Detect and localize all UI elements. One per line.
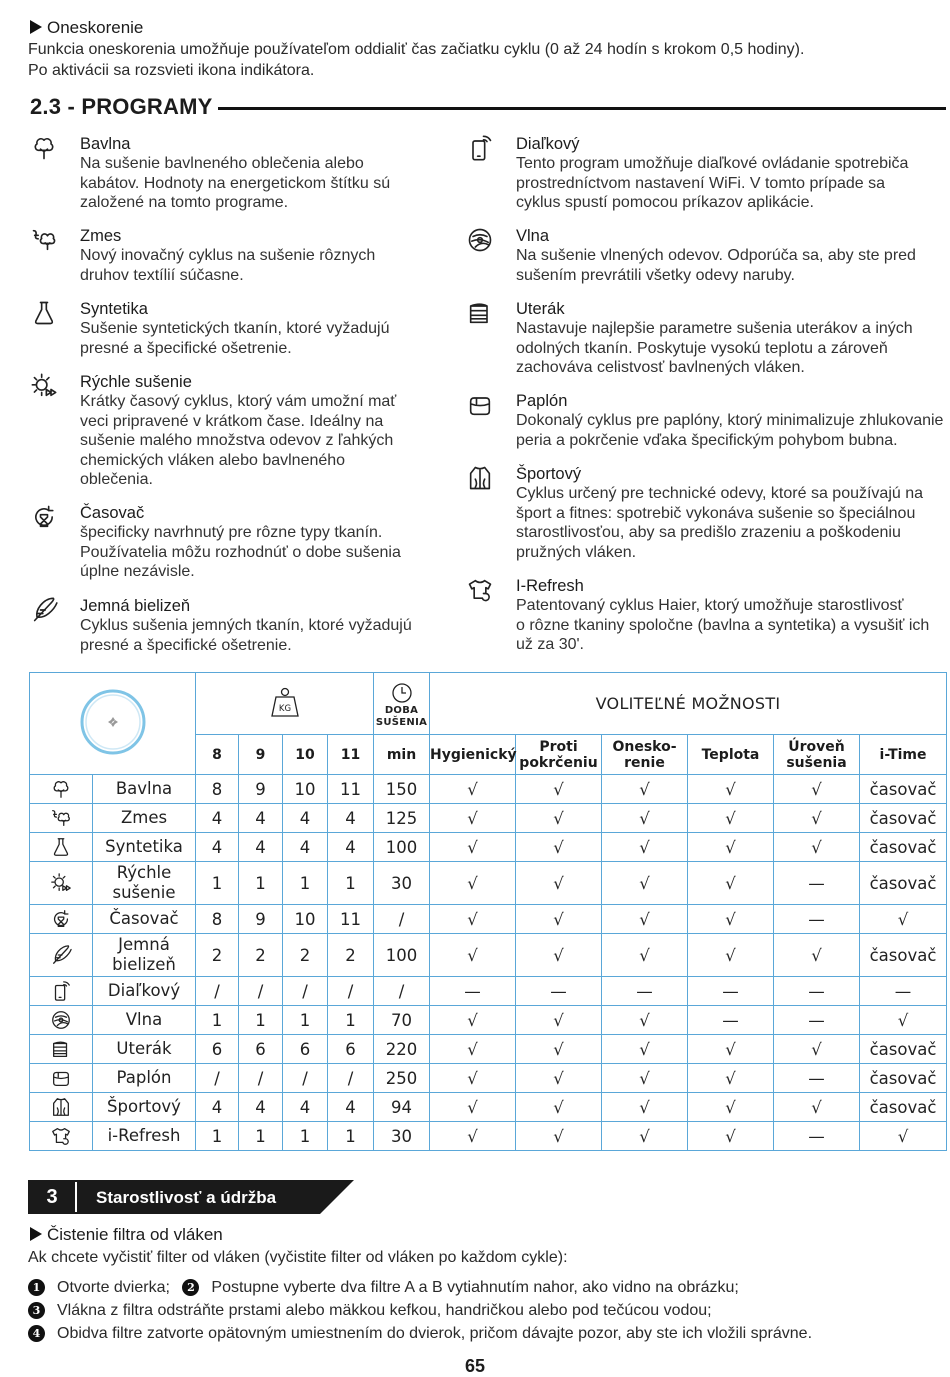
towel-icon [466, 299, 494, 327]
value-cell: 4 [196, 1093, 239, 1122]
value-cell: 2 [196, 934, 239, 977]
value-cell: 4 [283, 804, 328, 833]
page-number: 65 [464, 1356, 486, 1376]
row-icon-cell [30, 934, 93, 977]
checkmark-cell: √ [516, 1122, 602, 1151]
checkmark-cell: √ [688, 862, 774, 905]
towel-icon [30, 1038, 92, 1060]
time-header [374, 673, 430, 735]
program-name: Syntetika [80, 300, 148, 318]
checkmark-cell: √ [688, 1035, 774, 1064]
dash-cell: — [516, 977, 602, 1006]
duvet-icon [466, 391, 494, 419]
value-cell: 150 [374, 775, 430, 804]
dash-cell: — [774, 862, 860, 905]
value-cell: 9 [239, 775, 283, 804]
option-column-header: Hygienický [430, 735, 516, 775]
program-name: I-Refresh [516, 577, 584, 595]
table-row [30, 833, 947, 862]
time-label-2: SUŠENIA [375, 716, 428, 728]
program-description: Patentovaný cyklus Haier, ktorý umožňuje starostlivosť o rôzne tkaniny spoločne (bavlna a syntetika) a vysušiť ich už za 30'. [516, 597, 930, 653]
checkmark-cell: √ [430, 1122, 516, 1151]
dash-cell: — [430, 977, 516, 1006]
value-cell: 4 [239, 1093, 283, 1122]
value-cell: 1 [328, 1122, 374, 1151]
checkmark-cell: √ [688, 934, 774, 977]
care-step-4 [28, 1325, 812, 1343]
dash-cell: — [602, 977, 688, 1006]
value-cell: 2 [283, 934, 328, 977]
checkmark-cell: √ [602, 833, 688, 862]
program-description: Sušenie syntetických tkanín, ktoré vyžadujú presné a špecifické ošetrenie. [80, 320, 390, 357]
value-cell: 6 [328, 1035, 374, 1064]
checkmark-cell: √ [602, 905, 688, 934]
checkmark-cell: √ [688, 833, 774, 862]
checkmark-cell: √ [774, 1035, 860, 1064]
wool-icon [30, 1009, 92, 1031]
sport-icon [30, 1096, 92, 1118]
value-cell: / [328, 1064, 374, 1093]
step-number-3: 3 [28, 1302, 45, 1319]
delicate-icon [30, 944, 92, 966]
value-cell: 70 [374, 1006, 430, 1035]
checkmark-cell: √ [430, 1035, 516, 1064]
program-description: Na sušenie vlnených odevov. Odporúča sa, aby ste pred sušením prevrátili všetky odevy naruby. [516, 247, 916, 284]
table-row [30, 1064, 947, 1093]
dash-cell: — [774, 1064, 860, 1093]
remote-icon [466, 134, 494, 162]
option-cell: časovač [860, 1035, 947, 1064]
program-name: Diaľkový [516, 135, 580, 153]
checkmark-cell: √ [774, 934, 860, 977]
row-icon-cell [30, 862, 93, 905]
checkmark-cell: √ [688, 804, 774, 833]
quick-dry-icon [30, 872, 92, 894]
checkmark-cell: √ [774, 775, 860, 804]
program-name: Rýchle sušenie [80, 373, 192, 391]
dash-cell: — [860, 977, 947, 1006]
value-cell: 1 [196, 1006, 239, 1035]
dash-cell: — [774, 905, 860, 934]
step-3-text: Vlákna z filtra odstráňte prstami alebo mäkkou kefkou, handričkou alebo pod tečúcou vodou; [57, 1302, 712, 1319]
value-cell: / [239, 977, 283, 1006]
value-cell: 2 [239, 934, 283, 977]
value-cell: 4 [283, 1093, 328, 1122]
checkmark-cell: √ [602, 1006, 688, 1035]
checkmark-cell: √ [516, 1064, 602, 1093]
value-cell: 1 [239, 1006, 283, 1035]
checkmark-cell: √ [602, 1093, 688, 1122]
step-4-text: Obidva filtre zatvorte opätovným umiestnením do dvierok, pričom dávajte pozor, aby ste ich vložili správne. [57, 1325, 813, 1342]
checkmark-cell: √ [516, 862, 602, 905]
quick-dry-icon [30, 372, 58, 400]
value-cell: 11 [328, 775, 374, 804]
column-header: 9 [239, 735, 283, 775]
dash-cell: — [774, 977, 860, 1006]
option-column-header: Úroveň sušenia [774, 735, 860, 775]
value-cell: 11 [328, 905, 374, 934]
value-cell: 4 [328, 804, 374, 833]
checkmark-cell: √ [688, 905, 774, 934]
care-section-title: Starostlivosť a údržba [96, 1188, 277, 1207]
clock-icon [390, 681, 414, 705]
value-cell: 6 [283, 1035, 328, 1064]
value-cell: 8 [196, 775, 239, 804]
program-name-cell: Časovač [93, 905, 196, 934]
dash-cell: — [688, 977, 774, 1006]
value-cell: 10 [283, 775, 328, 804]
column-header: 8 [196, 735, 239, 775]
wool-icon [466, 226, 494, 254]
value-cell: 2 [328, 934, 374, 977]
weight-icon [270, 686, 300, 718]
program-name-cell: Diaľkový [93, 977, 196, 1006]
checkmark-cell: √ [602, 934, 688, 977]
checkmark-cell: √ [774, 833, 860, 862]
value-cell: 4 [196, 833, 239, 862]
value-cell: / [196, 1064, 239, 1093]
value-cell: 94 [374, 1093, 430, 1122]
value-cell: / [283, 1064, 328, 1093]
checkmark-cell: √ [688, 775, 774, 804]
checkmark-cell: √ [430, 775, 516, 804]
program-name-cell: Jemná bielizeň [93, 934, 196, 977]
program-name: Vlna [516, 227, 550, 245]
row-icon-cell [30, 833, 93, 862]
checkmark-cell: √ [430, 1006, 516, 1035]
table-row [30, 775, 947, 804]
value-cell: 30 [374, 1122, 430, 1151]
mixed-icon [30, 226, 58, 254]
value-cell: / [283, 977, 328, 1006]
checkmark-cell: √ [860, 1006, 947, 1035]
programs-table [29, 672, 947, 1151]
value-cell: 220 [374, 1035, 430, 1064]
value-cell: 4 [239, 833, 283, 862]
value-cell: 30 [374, 862, 430, 905]
program-description: špecificky navrhnutý pre rôzne typy tkanín. Používatelia môžu rozhodnúť o dobe sušenia úplne nezávisle. [80, 524, 401, 580]
delay-line-2: Po aktivácii sa rozsvieti ikona indikátora. [28, 62, 315, 79]
checkmark-cell: √ [430, 934, 516, 977]
checkmark-cell: √ [430, 1064, 516, 1093]
value-cell: 100 [374, 833, 430, 862]
program-name-cell: Uterák [93, 1035, 196, 1064]
checkmark-cell: √ [602, 1064, 688, 1093]
program-name: Športový [516, 465, 582, 483]
row-icon-cell [30, 905, 93, 934]
checkmark-cell: √ [602, 1035, 688, 1064]
value-cell: 8 [196, 905, 239, 934]
care-subheading [30, 1225, 223, 1245]
value-cell: 6 [239, 1035, 283, 1064]
row-icon-cell [30, 1006, 93, 1035]
row-icon-cell [30, 1122, 93, 1151]
cotton-icon [30, 134, 58, 162]
row-icon-cell [30, 775, 93, 804]
checkmark-cell: √ [688, 1093, 774, 1122]
weight-header [196, 673, 374, 735]
checkmark-cell: √ [688, 1122, 774, 1151]
table-row [30, 804, 947, 833]
value-cell: 4 [328, 1093, 374, 1122]
section-rule [218, 107, 946, 110]
value-cell: 1 [283, 1122, 328, 1151]
value-cell: 1 [283, 1006, 328, 1035]
program-name-cell: Rýchle sušenie [93, 862, 196, 905]
refresh-icon [466, 576, 494, 604]
value-cell: 4 [283, 833, 328, 862]
dash-cell: — [774, 1122, 860, 1151]
value-cell: 6 [196, 1035, 239, 1064]
program-name: Zmes [80, 227, 122, 245]
section-title: 2.3 - PROGRAMY [30, 94, 213, 119]
table-row [30, 1035, 947, 1064]
value-cell: 1 [328, 1006, 374, 1035]
synthetic-icon [30, 299, 58, 327]
option-cell: časovač [860, 1064, 947, 1093]
step-number-2: 2 [182, 1279, 199, 1296]
value-cell: / [239, 1064, 283, 1093]
value-cell: / [374, 905, 430, 934]
value-cell: 10 [283, 905, 328, 934]
value-cell: 4 [328, 833, 374, 862]
step-1-text: Otvorte dvierka; [57, 1279, 170, 1296]
checkmark-cell: √ [516, 934, 602, 977]
table-row [30, 934, 947, 977]
option-column-header: i-Time [860, 735, 947, 775]
checkmark-cell: √ [430, 804, 516, 833]
program-name: Uterák [516, 300, 565, 318]
checkmark-cell: √ [516, 1035, 602, 1064]
program-name-cell: i-Refresh [93, 1122, 196, 1151]
checkmark-cell: √ [602, 1122, 688, 1151]
option-column-header: Teplota [688, 735, 774, 775]
program-name-cell: Zmes [93, 804, 196, 833]
column-header: 10 [283, 735, 328, 775]
option-cell: časovač [860, 833, 947, 862]
table-row [30, 1122, 947, 1151]
timer-icon [30, 908, 92, 930]
option-cell: časovač [860, 862, 947, 905]
checkmark-cell: √ [516, 775, 602, 804]
value-cell: / [328, 977, 374, 1006]
value-cell: 1 [196, 1122, 239, 1151]
program-name-cell: Bavlna [93, 775, 196, 804]
selector-dial-icon [78, 687, 148, 757]
value-cell: 9 [239, 905, 283, 934]
program-name: Jemná bielizeň [80, 597, 191, 615]
value-cell: 1 [283, 862, 328, 905]
value-cell: 1 [196, 862, 239, 905]
value-cell: 1 [328, 862, 374, 905]
table-row [30, 977, 947, 1006]
program-name-cell: Paplón [93, 1064, 196, 1093]
care-step-1-2 [28, 1279, 739, 1297]
value-cell: 100 [374, 934, 430, 977]
option-column-header: Onesko- renie [602, 735, 688, 775]
row-icon-cell [30, 977, 93, 1006]
care-intro: Ak chcete vyčistiť filter od vláken (vyčistite filter od vláken po každom cykle): [28, 1249, 568, 1266]
time-label-1: DOBA [384, 704, 419, 716]
option-column-header: Proti pokrčeniu [516, 735, 602, 775]
option-cell: časovač [860, 775, 947, 804]
checkmark-cell: √ [688, 1064, 774, 1093]
checkmark-cell: √ [516, 1093, 602, 1122]
program-description: Cyklus určený pre technické odevy, ktoré sa používajú na šport a fitnes: spotrebič vykonáva sušenie so špeciálnou starostlivosťou, aby sa predišlo zrazeniu a poškodeniu pružných vláken. [516, 485, 924, 561]
program-description: Krátky časový cyklus, ktorý vám umožní mať veci pripravené v krátkom čase. Ideálny na sušenie malého množstva odevov z ľahkých chemických vláken alebo bavlneného oblečenia. [80, 393, 397, 488]
option-cell: časovač [860, 804, 947, 833]
value-cell: 1 [239, 1122, 283, 1151]
option-cell: časovač [860, 1093, 947, 1122]
row-icon-cell [30, 1035, 93, 1064]
checkmark-cell: √ [430, 905, 516, 934]
refresh-icon [30, 1125, 92, 1147]
care-section-banner [28, 1180, 354, 1214]
checkmark-cell: √ [860, 905, 947, 934]
program-description: Nový inovačný cyklus na sušenie rôznych druhov textílií súčasne. [80, 247, 376, 284]
timer-icon [30, 503, 58, 531]
program-description: Na sušenie bavlneného oblečenia alebo kabátov. Hodnoty na energetickom štítku sú založené na tomto programe. [80, 155, 391, 211]
care-section-number: 3 [46, 1186, 58, 1208]
program-description: Dokonalý cyklus pre paplóny, ktorý minimalizuje zhlukovanie peria a pokrčenie vďaka špecifickým pohybom bubna. [516, 412, 944, 449]
checkmark-cell: √ [602, 862, 688, 905]
checkmark-cell: √ [774, 804, 860, 833]
program-description: Nastavuje najlepšie parametre sušenia uterákov a iných odolných tkanín. Poskytuje vysokú teplotu a zároveň zachováva celistvosť bavlnených vláken. [516, 320, 913, 376]
program-name: Paplón [516, 392, 568, 410]
play-triangle-icon [30, 20, 42, 34]
value-cell: 250 [374, 1064, 430, 1093]
row-icon-cell [30, 1064, 93, 1093]
program-description: Cyklus sušenia jemných tkanín, ktoré vyžadujú presné a špecifické ošetrenie. [80, 617, 412, 654]
value-cell: 4 [239, 804, 283, 833]
dial-graphic-cell [30, 673, 196, 775]
step-number-1: 1 [28, 1279, 45, 1296]
program-name: Bavlna [80, 135, 131, 153]
option-cell: časovač [860, 934, 947, 977]
synthetic-icon [30, 836, 92, 858]
column-header: min [374, 735, 430, 775]
checkmark-cell: √ [516, 905, 602, 934]
dash-cell: — [688, 1006, 774, 1035]
checkmark-cell: √ [430, 1093, 516, 1122]
value-cell: 4 [196, 804, 239, 833]
play-triangle-icon [30, 1227, 42, 1241]
table-row [30, 1093, 947, 1122]
value-cell: / [374, 977, 430, 1006]
checkmark-cell: √ [516, 833, 602, 862]
sport-icon [466, 464, 494, 492]
checkmark-cell: √ [774, 1093, 860, 1122]
dash-cell: — [774, 1006, 860, 1035]
column-header: 11 [328, 735, 374, 775]
value-cell: 1 [239, 862, 283, 905]
remote-icon [30, 980, 92, 1002]
value-cell: 125 [374, 804, 430, 833]
delay-line-1: Funkcia oneskorenia umožňuje používateľom oddialiť čas začiatku cyklu (0 až 24 hodín s krokom 0,5 hodiny). [28, 41, 805, 58]
checkmark-cell: √ [430, 862, 516, 905]
duvet-icon [30, 1067, 92, 1089]
checkmark-cell: √ [602, 775, 688, 804]
row-icon-cell [30, 804, 93, 833]
weight-label: KG [278, 703, 291, 714]
row-icon-cell [30, 1093, 93, 1122]
program-description: Tento program umožňuje diaľkové ovládanie spotrebiča prostredníctvom nastavení WiFi. V tomto prípade sa cyklus spustí pomocou príkazov aplikácie. [516, 155, 909, 211]
value-cell: / [196, 977, 239, 1006]
program-name-cell: Športový [93, 1093, 196, 1122]
program-name: Časovač [80, 504, 145, 522]
table-row [30, 1006, 947, 1035]
mixed-icon [30, 807, 92, 829]
care-subtitle: Čistenie filtra od vláken [47, 1225, 223, 1244]
checkmark-cell: √ [602, 804, 688, 833]
table-row [30, 905, 947, 934]
step-2-text: Postupne vyberte dva filtre A a B vytiahnutím nahor, ako vidno na obrázku; [211, 1279, 739, 1296]
cotton-icon [30, 778, 92, 800]
checkmark-cell: √ [516, 804, 602, 833]
delay-title: Oneskorenie [47, 18, 144, 37]
checkmark-cell: √ [430, 833, 516, 862]
delicate-icon [30, 596, 58, 624]
care-step-3 [28, 1302, 712, 1320]
program-name-cell: Vlna [93, 1006, 196, 1035]
checkmark-cell: √ [516, 1006, 602, 1035]
delay-heading [30, 18, 143, 38]
options-header: VOLITEĽNÉ MOŽNOSTI [430, 673, 947, 735]
program-name-cell: Syntetika [93, 833, 196, 862]
checkmark-cell: √ [860, 1122, 947, 1151]
table-row [30, 862, 947, 905]
step-number-4: 4 [28, 1325, 45, 1342]
